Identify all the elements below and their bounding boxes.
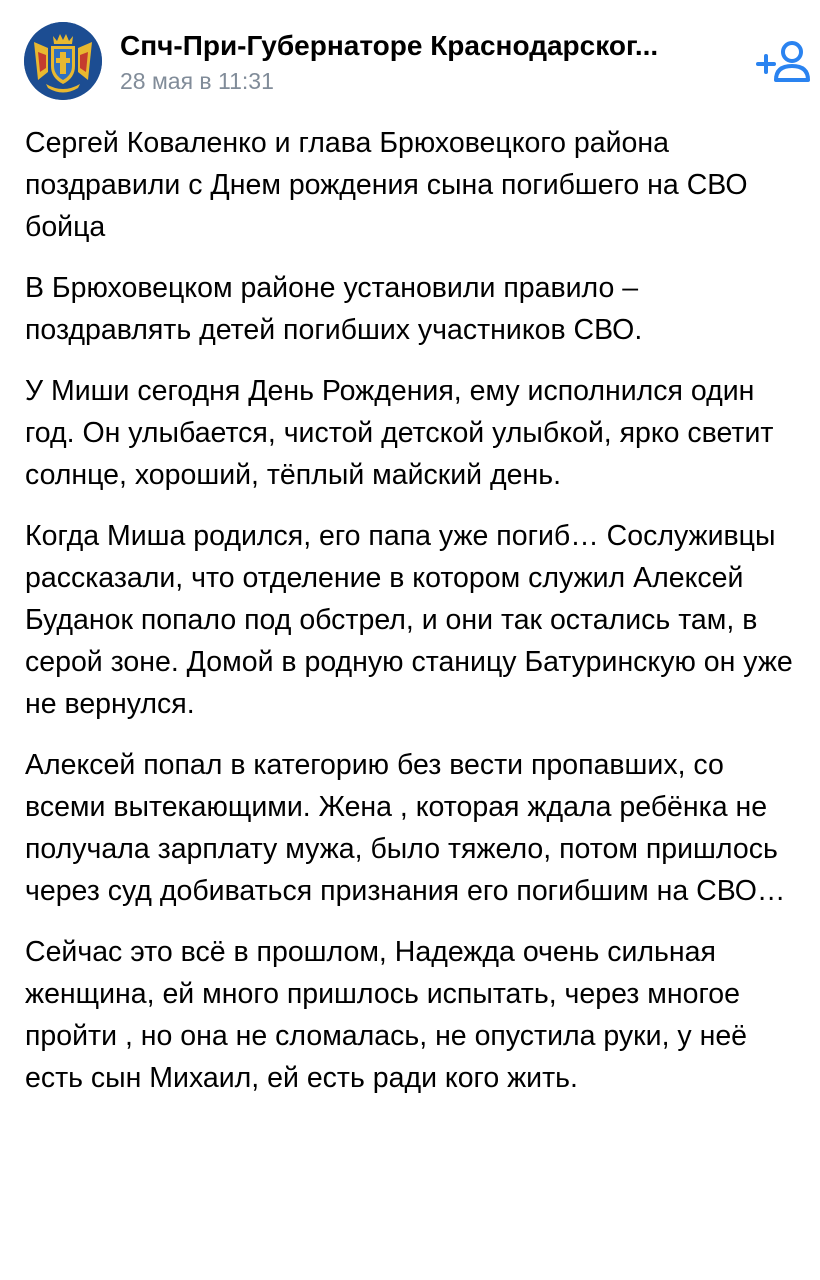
subscribe-button[interactable]	[752, 38, 810, 84]
post-paragraph: В Брюховецком районе установили правило – поздравлять детей погибших участников СВО.	[25, 272, 643, 346]
post-date: 28 мая в 11:31	[120, 68, 274, 94]
post-paragraph: Алексей попал в категорию без вести пропавших, со всеми вытекающими. Жена , которая ждала ребёнка не получала зарплату мужа, было тяжело, потом пришлось через суд добиваться признания его погибшим на СВО…	[25, 749, 786, 907]
post-header	[0, 0, 820, 110]
krasnodar-coat-of-arms-icon	[24, 22, 102, 100]
post-text	[25, 122, 795, 1118]
post-paragraph: Сергей Коваленко и глава Брюховецкого района поздравили с Днем рождения сына погибшего на СВО бойца	[25, 127, 748, 243]
add-friend-icon	[752, 38, 810, 84]
channel-name[interactable]: Спч-При-Губернаторе Краснодарског...	[120, 30, 659, 61]
channel-avatar[interactable]	[24, 22, 102, 100]
post-paragraph: Сейчас это всё в прошлом, Надежда очень сильная женщина, ей много пришлось испытать, через многое пройти , но она не сломалась, не опустила руки, у неё есть сын Михаил, ей есть ради кого жить.	[25, 936, 748, 1094]
post-paragraph: У Миши сегодня День Рождения, ему исполнился один год. Он улыбается, чистой детской улыбкой, ярко светит солнце, хороший, тёплый майский день.	[25, 375, 774, 491]
post-paragraph: Когда Миша родился, его папа уже погиб… Сослуживцы рассказали, что отделение в котором служил Алексей Буданок попало под обстрел, и они так остались там, в серой зоне. Домой в родную станицу Батуринскую он уже не вернулся.	[25, 520, 793, 720]
